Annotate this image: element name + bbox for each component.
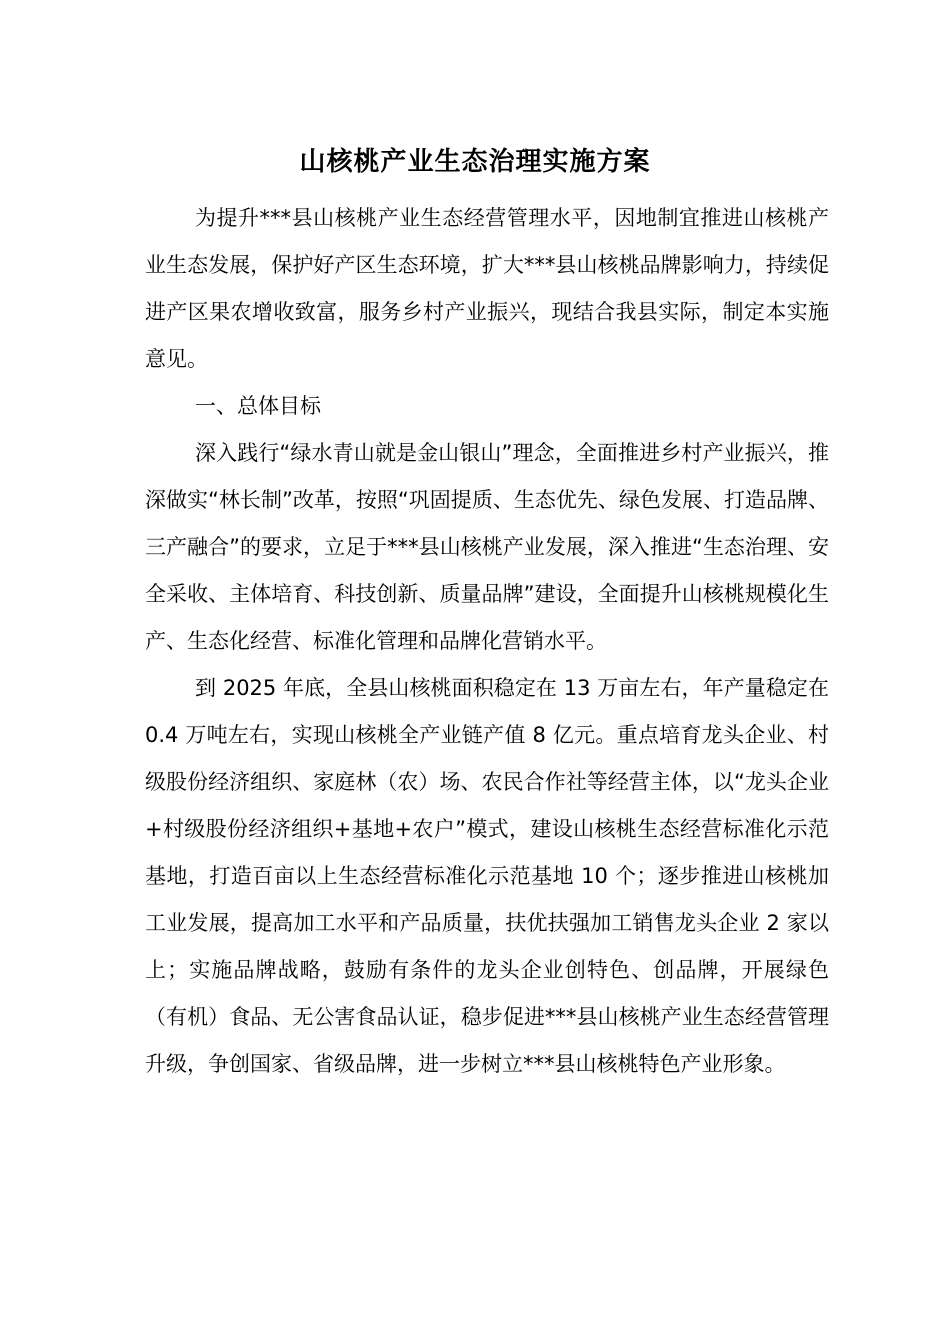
section-heading-overall-goal: 一、总体目标 [195,394,321,418]
paragraph-goal-principles: 深入践行“绿水青山就是金山银山”理念，全面推进乡村产业振兴，推深做实“林长制”改革，按照“巩固提质、生态优先、绿色发展、打造品牌、三产融合”的要求，立足于***县山核桃产业发展，深入推进“生态治理、安全采收、主体培育、科技创新、质量品牌”建设，全面提升山核桃规模化生产、生态化经营、标准化管理和品牌化营销水平。 [145,441,829,653]
paragraph-goal-targets: 到 2025 年底，全县山核桃面积稳定在 13 万亩左右，年产量稳定在 0.4 万吨左右，实现山核桃全产业链产值 8 亿元。重点培育龙头企业、村级股份经济组织、家庭林（农）场、农民合作社等经营主体，以“龙头企业+村级股份经济组织+基地+农户”模式，建设山核桃生态经营标准化示范基地，打造百亩以上生态经营标准化示范基地 10 个；逐步推进山核桃加工业发展，提高加工水平和产品质量，扶优扶强加工销售龙头企业 2 家以上；实施品牌战略，鼓励有条件的龙头企业创特色、创品牌，开展绿色（有机）食品、无公害食品认证，稳步促进***县山核桃产业生态经营管理升级，争创国家、省级品牌，进一步树立***县山核桃特色产业形象。 [145,676,829,1076]
document-body [145,195,829,1088]
paragraph-intro: 为提升***县山核桃产业生态经营管理水平，因地制宜推进山核桃产业生态发展，保护好产区生态环境，扩大***县山核桃品牌影响力，持续促进产区果农增收致富，服务乡村产业振兴，现结合我县实际，制定本实施意见。 [145,206,829,371]
document-title: 山核桃产业生态治理实施方案 [299,147,651,177]
